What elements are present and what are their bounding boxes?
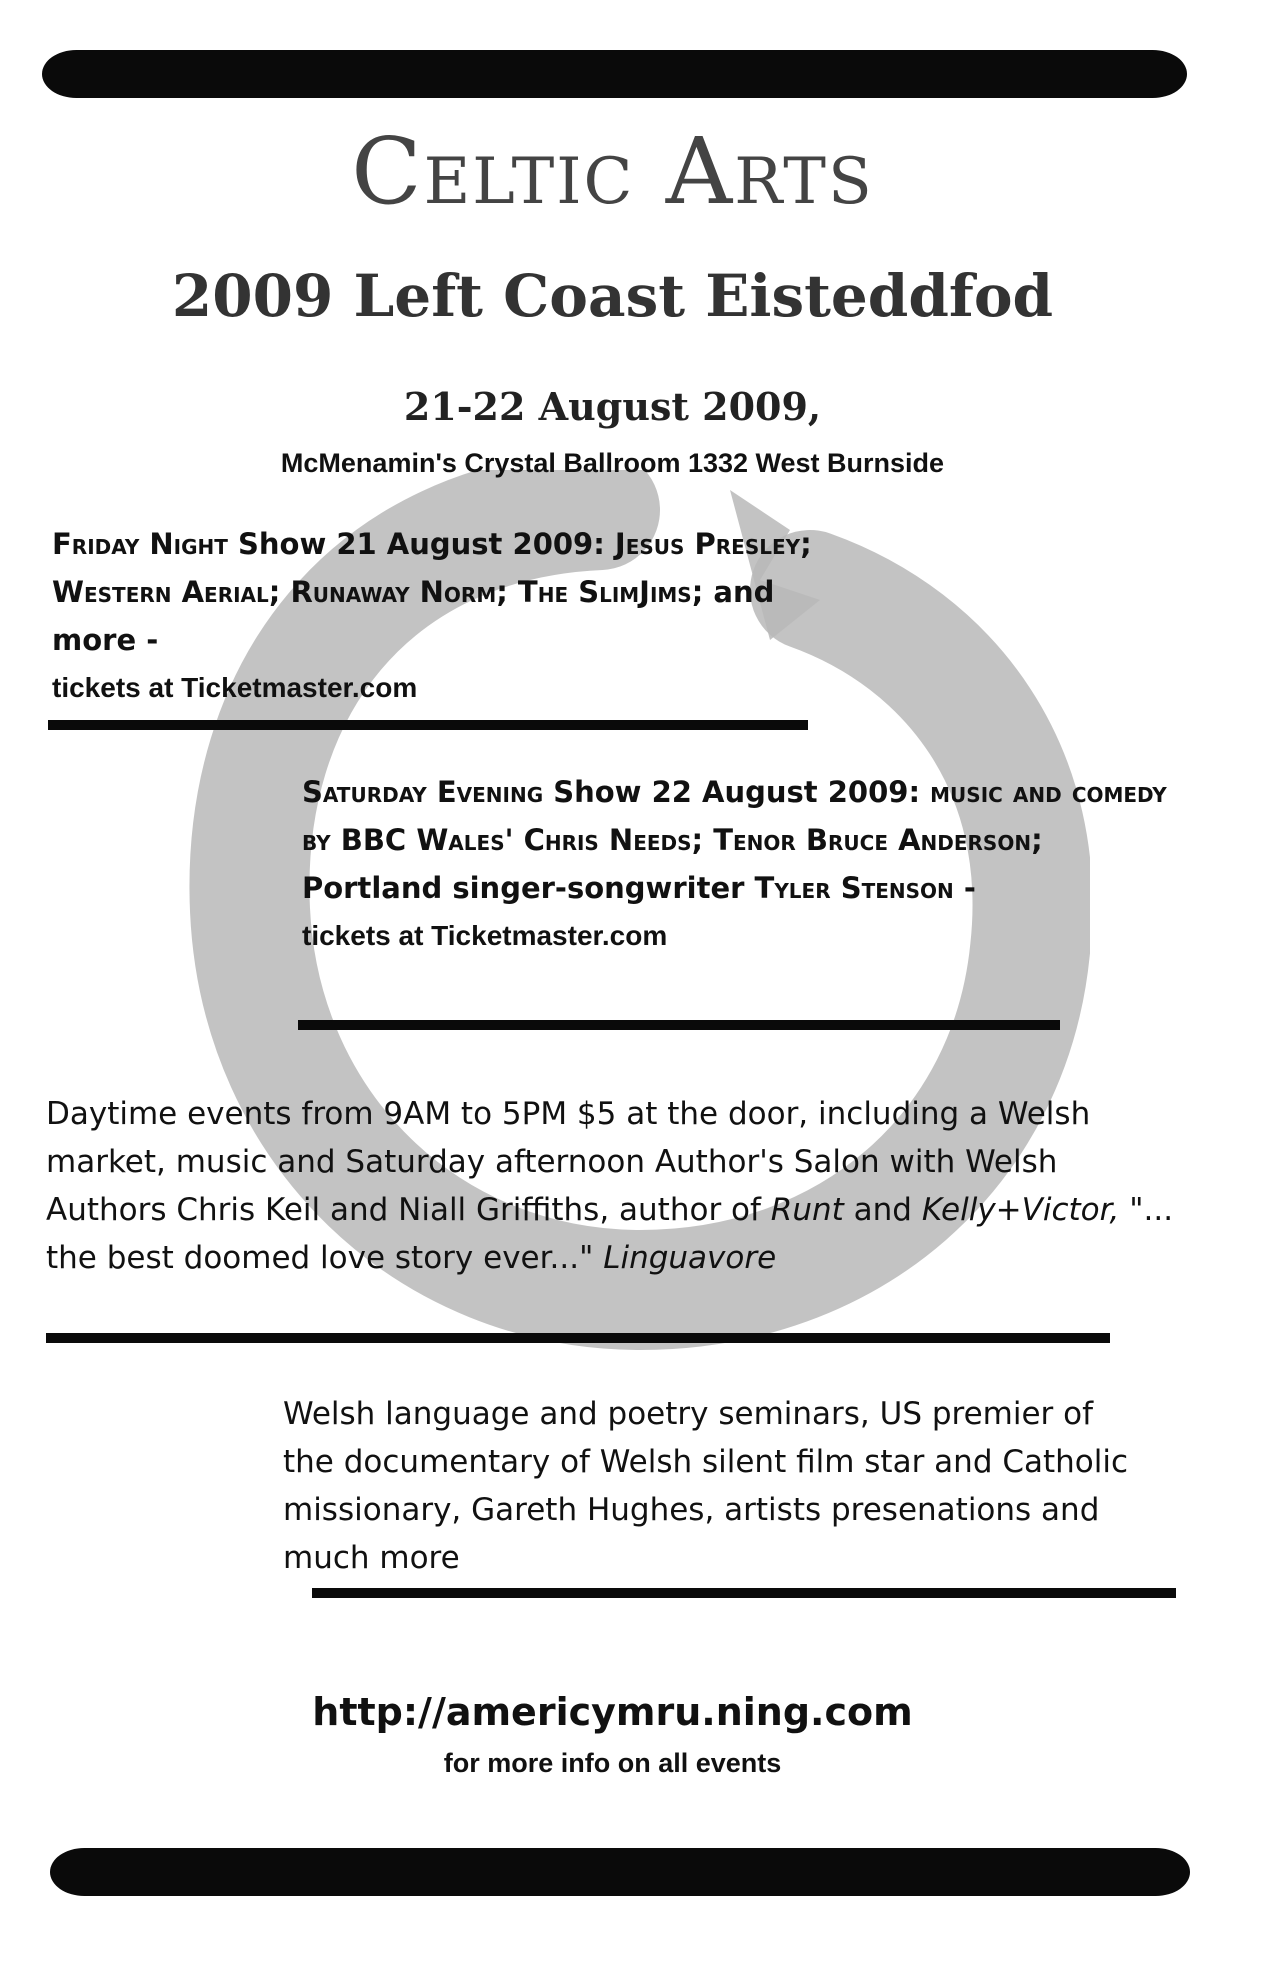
seminars-rule [312, 1588, 1176, 1598]
friday-show: Show 21 August 2009: [227, 527, 615, 561]
friday-lead: Friday Night [52, 527, 228, 561]
saturday-show-block [302, 768, 1182, 960]
top-decorative-bar [42, 50, 1187, 98]
website-link[interactable]: http://americymru.ning.com [312, 1690, 913, 1734]
daytime-text: Daytime events from 9AM to 5PM $5 at the door, including a Welsh market, music and Saturday afternoon Author's Salon with Welsh Authors Chris Keil and Niall Griffiths, author of [46, 1096, 1091, 1228]
saturday-acts-2: Tyler Stenson [754, 871, 954, 905]
event-date: 21-22 August 2009, [403, 384, 822, 429]
friday-tickets: tickets at Ticketmaster.com [52, 672, 418, 703]
daytime-and: and [843, 1192, 922, 1228]
review-quote: "... the best doomed love story ever..." [46, 1192, 1174, 1276]
daytime-rule [46, 1333, 1110, 1343]
friday-more: and more - [52, 575, 775, 657]
saturday-dash: - [953, 871, 976, 905]
bottom-decorative-bar [50, 1848, 1190, 1896]
page-title: Celtic Arts [351, 118, 874, 225]
saturday-lead: Saturday Evening [302, 775, 544, 809]
saturday-rule [298, 1020, 1060, 1030]
daytime-events-block [46, 1090, 1176, 1282]
saturday-acts-1: music and comedy by BBC Wales' Chris Needs; Tenor Bruce Anderson; [302, 775, 1167, 857]
friday-acts: Jesus Presley; Western Aerial; Runaway Norm; The SlimJims; [52, 527, 812, 609]
event-subtitle: 2009 Left Coast Eisteddfod [171, 262, 1054, 330]
book-title-runt: Runt [770, 1192, 844, 1228]
saturday-tickets: tickets at Ticketmaster.com [302, 920, 668, 951]
review-source: Linguavore [603, 1240, 777, 1276]
book-title-kelly-victor: Kelly+Victor, [921, 1192, 1120, 1228]
seminars-text: Welsh language and poetry seminars, US premier of the documentary of Welsh silent film star and Catholic missionary, Gareth Hughes, artists presenations and much more [283, 1396, 1129, 1576]
saturday-mid: Portland singer-songwriter [302, 871, 755, 905]
friday-rule [48, 720, 808, 730]
saturday-show: Show 22 August 2009: [543, 775, 931, 809]
more-info-note: for more info on all events [443, 1748, 782, 1778]
friday-show-block [52, 520, 812, 712]
seminars-block [283, 1390, 1153, 1582]
event-venue: McMenamin's Crystal Ballroom 1332 West Burnside [280, 448, 945, 478]
